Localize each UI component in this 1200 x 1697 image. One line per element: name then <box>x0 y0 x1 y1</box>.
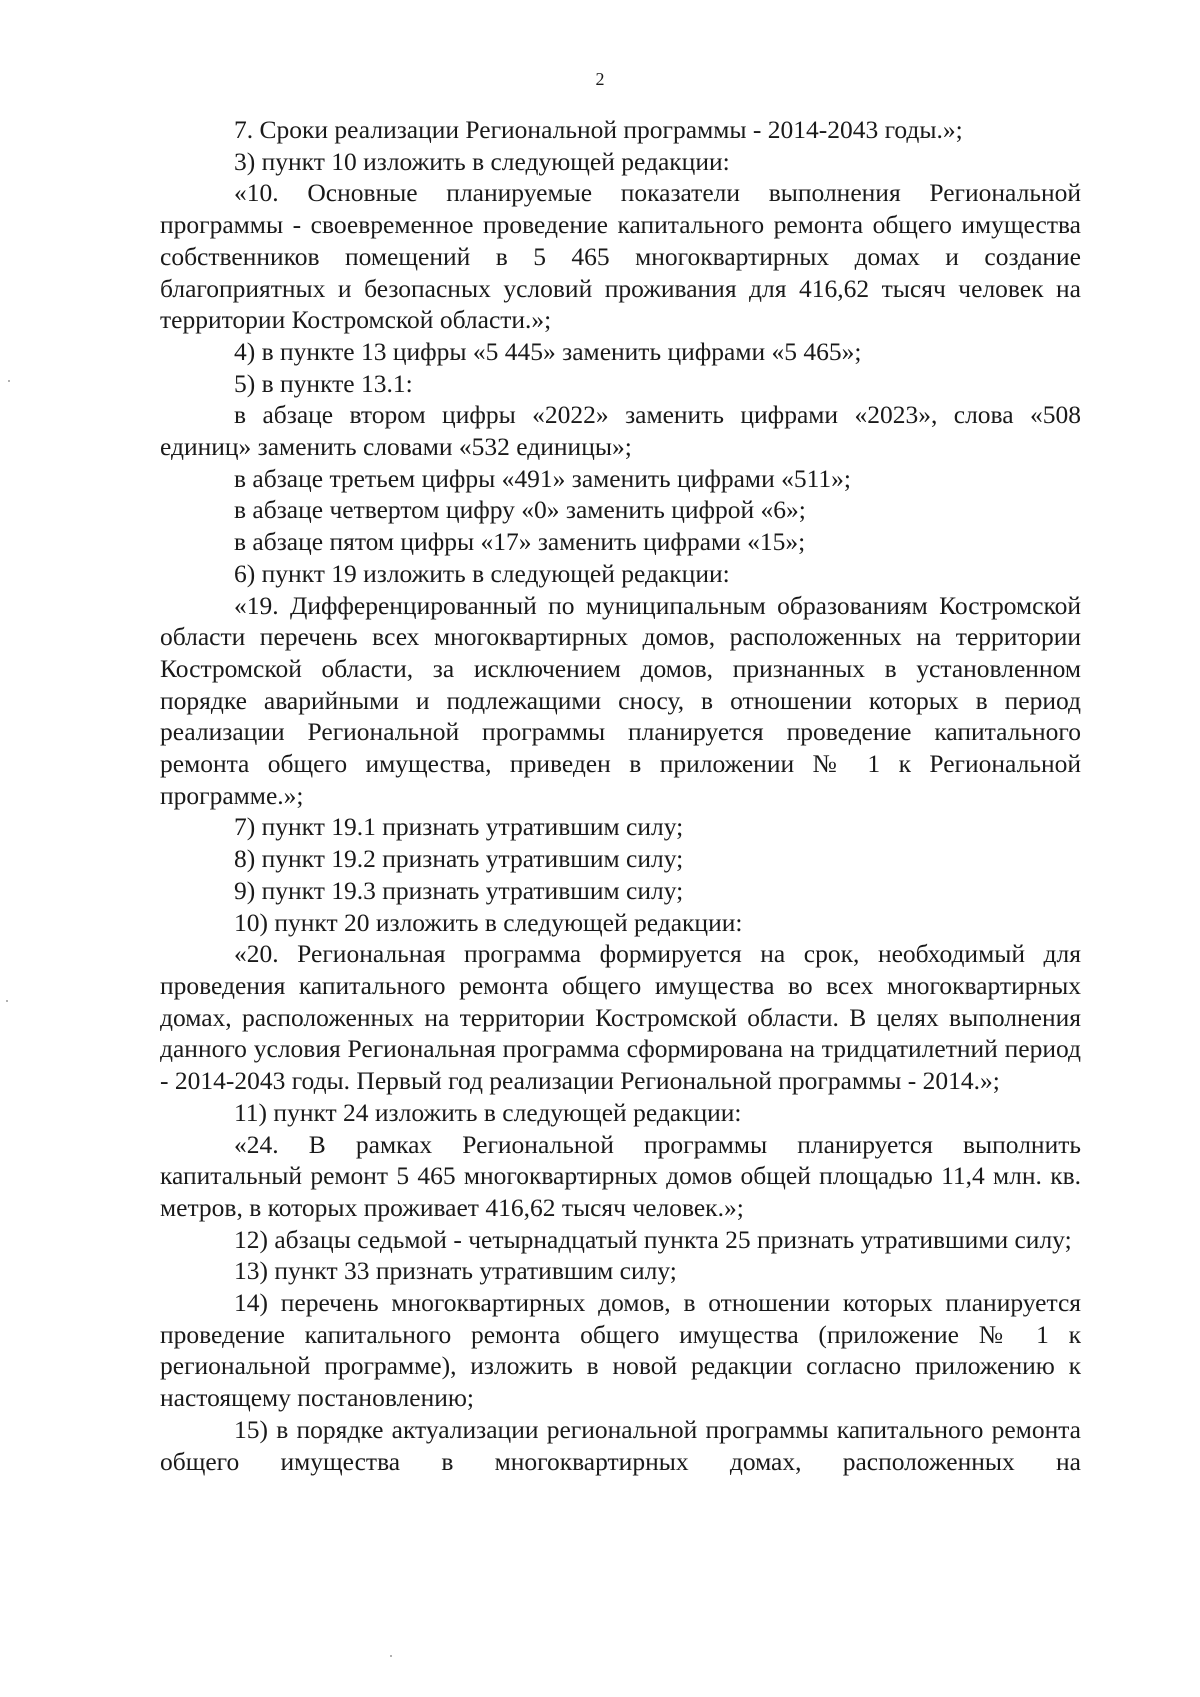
paragraph-10: 6) пункт 19 изложить в следующей редакции: <box>234 558 730 588</box>
paragraph-18: «24. В рамках Региональной программы планируется выполнить капитальный ремонт 5 465 многоквартирных домов общей площадью 11,4 млн. кв. метров, в которых проживает 416,62 тысяч человек.»; <box>160 1129 1081 1222</box>
scan-speck <box>6 1000 8 1002</box>
paragraph-13: 8) пункт 19.2 признать утратившим силу; <box>234 844 684 874</box>
scan-speck <box>390 1655 392 1657</box>
paragraph-21: 14) перечень многоквартирных домов, в отношении которых планируется проведение капитального ремонта общего имущества (приложение № 1 к региональной программе), изложить в новой редакции согласно приложению к настоящему постановлению; <box>160 1288 1081 1413</box>
paragraph-1: 7. Сроки реализации Региональной программы - 2014-2043 годы.»; <box>234 115 963 144</box>
paragraph-7: в абзаце третьем цифры «491» заменить цифрами «511»; <box>234 463 851 493</box>
document-body <box>160 114 1081 1477</box>
paragraph-8: в абзаце четвертом цифру «0» заменить цифрой «6»; <box>234 495 806 525</box>
paragraph-2: 3) пункт 10 изложить в следующей редакции: <box>234 146 730 176</box>
scan-speck <box>8 380 10 382</box>
page-number: 2 <box>595 69 605 89</box>
paragraph-12: 7) пункт 19.1 признать утратившим силу; <box>234 812 684 842</box>
paragraph-14: 9) пункт 19.3 признать утратившим силу; <box>234 875 684 905</box>
paragraph-19: 12) абзацы седьмой - четырнадцатый пункта 25 признать утратившими силу; <box>234 1224 1072 1254</box>
paragraph-22: 15) в порядке актуализации региональной программы капитального ремонта общего имущества в многоквартирных домах, расположенных на <box>160 1414 1081 1476</box>
paragraph-6: в абзаце втором цифры «2022» заменить цифрами «2023», слова «508 единиц» заменить словами «532 единицы»; <box>160 400 1081 462</box>
paragraph-15: 10) пункт 20 изложить в следующей редакции: <box>234 907 743 937</box>
paragraph-20: 13) пункт 33 признать утратившим силу; <box>234 1256 677 1286</box>
paragraph-11: «19. Дифференцированный по муниципальным образованиям Костромской области перечень всех многоквартирных домов, расположенных на территории Костромской области, за исключением домов, признанных в установленном порядке аварийными и подлежащими сносу, в отношении которых в период реализации Региональной программы планируется проведение капитального ремонта общего имущества, приведен в приложении № 1 к Региональной программе.»; <box>160 590 1081 810</box>
paragraph-9: в абзаце пятом цифры «17» заменить цифрами «15»; <box>234 527 806 557</box>
paragraph-5: 5) в пункте 13.1: <box>234 368 413 398</box>
paragraph-17: 11) пункт 24 изложить в следующей редакции: <box>234 1097 742 1127</box>
paragraph-16: «20. Региональная программа формируется на срок, необходимый для проведения капитального ремонта общего имущества во всех многоквартирных домах, расположенных на территории Костромской области. В целях выполнения данного условия Региональная программа сформирована на тридцатилетний период - 2014-2043 годы. Первый год реализации Региональной программы - 2014.»; <box>160 939 1081 1096</box>
paragraph-4: 4) в пункте 13 цифры «5 445» заменить цифрами «5 465»; <box>234 336 862 366</box>
paragraph-3: «10. Основные планируемые показатели выполнения Региональной программы - своевременное проведение капитального ремонта общего имущества собственников помещений в 5 465 многоквартирных домах и создание благоприятных и безопасных условий проживания для 416,62 тысяч человек на территории Костромской области.»; <box>160 178 1081 335</box>
